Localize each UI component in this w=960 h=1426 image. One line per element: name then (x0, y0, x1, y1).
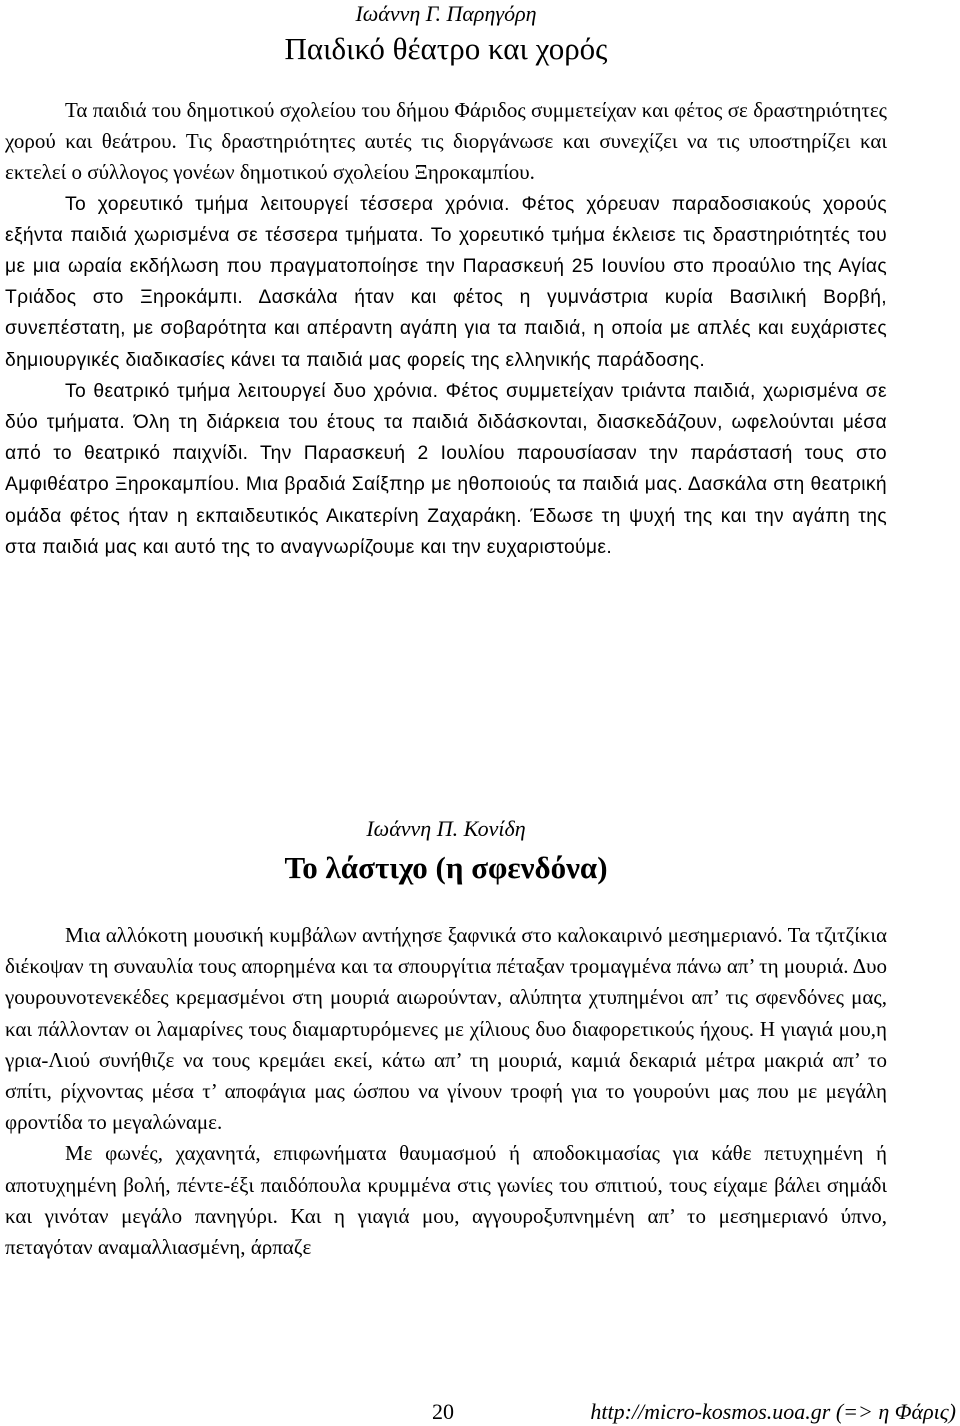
article-author: Ιωάννη Π. Κονίδη (366, 816, 526, 841)
article-title: Το λάστιχο (η σφενδόνα) (284, 850, 608, 885)
article-slingshot (5, 815, 887, 1263)
article-paragraph: Τα παιδιά του δημοτικού σχολείου του δήμου Φάριδος συμμετείχαν και φέτος σε δραστηριότητες χορού και θεάτρου. Τις δραστηριότητες αυτές τις διοργάνωσε και συνεχίζει να τις υποστηρίζει και εκτελεί ο σύλλογος γονέων δημοτικού σχολείου Ξηροκαμπίου. (5, 98, 887, 185)
article-paragraph: Μια αλλόκοτη μουσική κυμβάλων αντήχησε ξαφνικά στο καλοκαιρινό μεσημεριανό. Τα τζιτζίκια διέκοψαν τη συναυλία τους απορημένα και τα σπουργίτια πέταξαν τρομαγμένα πάνω απ’ τη μουριά. Δυο γουρουνοτενεκέδες κρεμασμένοι στη μουριά αιωρούνταν, αλύπητα χτυπημένοι απ’ τις σφενδόνες μας, και πάλλονταν οι λαμαρίνες τους διαμαρτυρόμενες με χίλιους δυο διαφορετικούς ήχους. Η γιαγιά μου,η γρια-Λιού συνήθιζε να τους κρεμάει εκεί, κάτω απ’ τη μουριά, καμιά δεκαριά μέτρα μακριά απ’ το σπίτι, ρίχνοντας μέσα τ’ αποφάγια μας ώσπου να γίνουν τροφή για το γουρούνι μας που με μεγάλη φροντίδα το μεγαλώναμε. (5, 923, 887, 1135)
article-title: Παιδικό θέατρο και χορός (284, 31, 608, 66)
article-paragraph: Με φωνές, χαχανητά, επιφωνήματα θαυμασμού ή αποδοκιμασίας για κάθε πετυχημένη ή αποτυχημένη βολή, πέντε-έξι παιδόπουλα κρυμμένα στις γωνίες του σπιτιού, τους είχαμε βάλει σημάδι και γινόταν μεγάλο πανηγύρι. Και η γιαγιά μου, αγγουροξυπνημένη απ’ το μεσημεριανό ύπνο, πεταγόταν αναμαλλιασμένη, άρπαζε (5, 1141, 887, 1260)
page-number: 20 (432, 1399, 454, 1424)
article-author: Ιωάννη Γ. Παρηγόρη (355, 1, 537, 26)
article-theatre-dance (5, 0, 887, 563)
article-paragraph: Το χορευτικό τμήμα λειτουργεί τέσσερα χρόνια. Φέτος χόρευαν παραδοσιακούς χορούς εξήντα παιδιά χωρισμένα σε τέσσερα τμήματα. Το χορευτικό τμήμα έκλεισε τις δραστηριότητές του με μια ωραία εκδήλωση που πραγματοποίησε την Παρασκευή 25 Ιουνίου στο προαύλιο της Αγίας Τριάδος στο Ξηροκάμπι. Δασκάλα ήταν και φέτος η γυμνάστρια κυρία Βασιλική Βορβή, συνεπέστατη, με σοβαρότητα και απέραντη αγάπη για τα παιδιά, η οποία με απλές και ευχάριστες δημιουργικές διαδικασίες κάνει τα παιδιά μας φορείς της ελληνικής παράδοσης. (5, 193, 887, 371)
article-paragraph: Το θεατρικό τμήμα λειτουργεί δυο χρόνια. Φέτος συμμετείχαν τριάντα παιδιά, χωρισμένα σε δύο τμήματα. Όλη τη διάρκεια του έτους τα παιδιά διδάσκονται, διασκεδάζουν, ωφελούνται μέσα από το θεατρικό παιχνίδι. Την Παρασκευή 2 Ιουλίου παρουσίασαν την παράστασή τους στο Αμφιθέατρο Ξηροκαμπίου. Μια βραδιά Σαίξπηρ με ηθοποιούς τα παιδιά μας. Δασκάλα στη θεατρική ομάδα φέτος ήταν η εκπαιδευτικός Αικατερίνη Ζαχαράκη. Έδωσε τη ψυχή της και την αγάπη της στα παιδιά μας και αυτό της το αναγνωρίζουμε και την ευχαριστούμε. (5, 380, 887, 558)
footer-url: http://micro-kosmos.uoa.gr (=> η Φάρις) (590, 1399, 956, 1424)
page-footer (0, 1393, 960, 1426)
